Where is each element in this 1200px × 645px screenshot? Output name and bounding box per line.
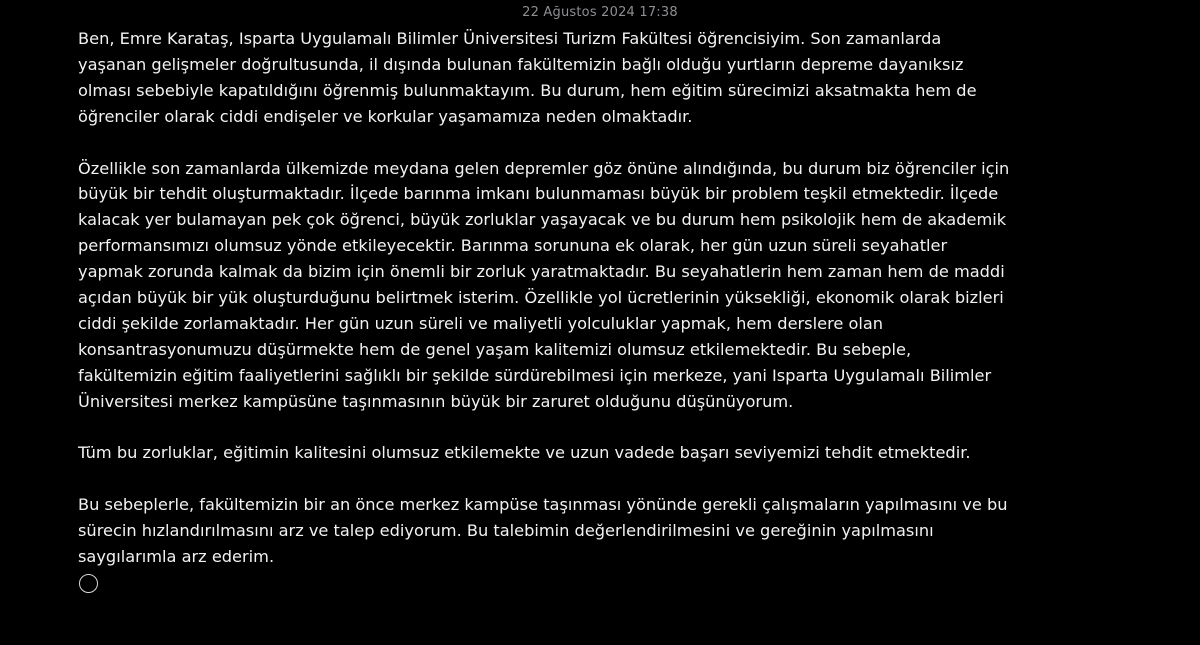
text-line: fakültemizin eğitim faaliyetlerini sağlıklı bir şekilde sürdürebilmesi için merkeze, yani Isparta Uygulamalı Bilimler [78,365,992,385]
text-line: yaşanan gelişmeler doğrultusunda, il dışında bulunan fakültemizin bağlı olduğu yurtların depreme dayanıksız [78,54,964,74]
note-timestamp: 22 Ağustos 2024 17:38 [522,5,678,20]
note-paragraph-details [78,156,1010,415]
text-line: Bu sebeplerle, fakültemizin bir an önce merkez kampüse taşınması yönünde gerekli çalışmaların yapılmasını ve bu [78,495,1008,515]
text-line: Ben, Emre Karataş, Isparta Uygulamalı Bilimler Üniversitesi Turizm Fakültesi öğrencisiyim. Son zamanlarda [78,29,942,48]
note-paragraph-closing [78,492,1008,570]
text-line: ciddi şekilde zorlamaktadır. Her gün uzun süreli ve maliyetli yolculuklar yapmak, hem derslere olan [78,313,884,333]
text-line: olması sebebiyle kapatıldığını öğrenmiş bulunmaktayım. Bu durum, hem eğitim sürecimizi aksatmakta hem de [78,80,977,100]
text-line: Özellikle son zamanlarda ülkemizde meydana gelen depremler göz önüne alındığında, bu durum biz öğrenciler için [78,158,1010,178]
note-paragraph-intro [78,26,978,130]
text-line: sürecin hızlandırılmasını arz ve talep ediyorum. Bu talebimin değerlendirilmesini ve gereğinin yapılmasını [78,521,934,541]
text-line: açıdan büyük bir yük oluşturduğunu belirtmek isterim. Özellikle yol ücretlerinin yüksekliği, ekonomik olarak bizleri [78,288,1004,308]
paragraph-spacer [78,466,978,492]
paragraph-spacer [78,130,978,156]
text-line: kalacak yer bulamayan pek çok öğrenci, büyük zorluklar yaşayacak ve bu durum hem psikolojik hem de akademik [78,210,1007,230]
text-line: öğrenciler olarak ciddi endişeler ve korkular yaşamamıza neden olmaktadır. [78,106,693,126]
note-paragraph-summary [78,440,978,466]
text-line: performansımızı olumsuz yönde etkileyecektir. Barınma sorununa ek olarak, her gün uzun süreli seyahatler [78,236,948,256]
paragraph-spacer [78,415,978,441]
note-body[interactable] [78,26,1010,570]
text-line: yapmak zorunda kalmak da bizim için önemli bir zorluk yaratmaktadır. Bu seyahatlerin hem zaman hem de maddi [78,262,1005,282]
text-line: saygılarımla arz ederim. [78,547,275,567]
text-line: konsantrasyonumuzu düşürmekte hem de genel yaşam kalitemizi olumsuz etkilemektedir. Bu sebeple, [78,339,912,359]
text-line: Tüm bu zorluklar, eğitimin kalitesini olumsuz etkilemekte ve uzun vadede başarı seviyemizi tehdit etmektedir. [78,443,971,463]
text-line: büyük bir tehdit oluşturmaktadır. İlçede barınma imkanı bulunmaması büyük bir problem teşkil etmektedir. İlçede [78,184,999,204]
circle-checkbox-icon[interactable] [79,574,98,593]
text-line: Üniversitesi merkez kampüsüne taşınmasının büyük bir zaruret olduğunu düşünüyorum. [78,391,794,411]
